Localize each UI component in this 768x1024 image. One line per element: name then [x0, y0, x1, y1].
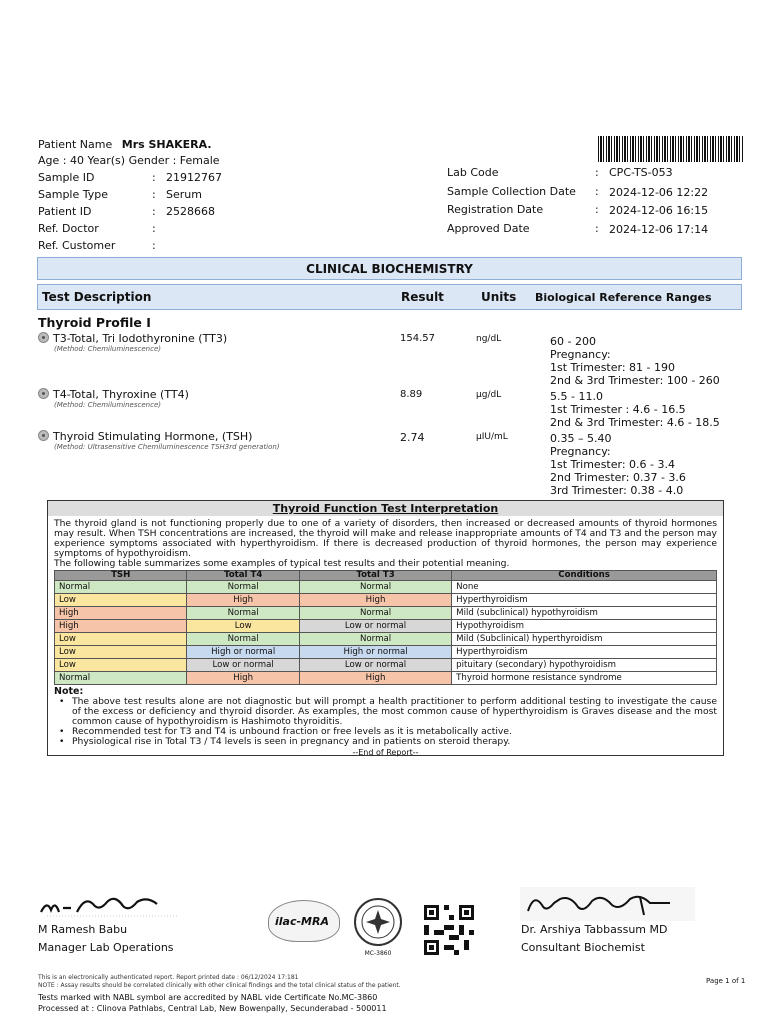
- test-method: (Method: Ultrasensitive Chemiluminescence TSH3rd generation): [54, 443, 280, 451]
- cell-cond: Hyperthyroidism: [452, 646, 717, 659]
- range-line: 5.5 - 11.0: [550, 390, 603, 403]
- cell-t4: High: [187, 672, 300, 685]
- lab-fields: [447, 166, 747, 240]
- test-method: (Method: Chemiluminescence): [54, 345, 161, 353]
- field-value: CPC-TS-053: [609, 166, 673, 179]
- footer-nabl: Tests marked with NABL symbol are accredited by NABL vide Certificate No.MC-3860: [38, 993, 378, 1002]
- patient-name-row: [38, 138, 212, 151]
- cell-t4: Low: [187, 620, 300, 633]
- cell-t3: High or normal: [299, 646, 451, 659]
- test-unit: µIU/mL: [476, 432, 508, 442]
- patient-field-sample-type: Sample Type : Serum: [38, 188, 202, 201]
- header-test: Test Description: [42, 290, 152, 304]
- test-name: T3-Total, Tri Iodothyronine (TT3): [53, 332, 228, 345]
- note-title: Note:: [54, 686, 84, 697]
- patient-field-patient-id: Patient ID : 2528668: [38, 205, 215, 218]
- results-header: [37, 284, 742, 310]
- cell-cond: Hypothyroidism: [452, 620, 717, 633]
- header-ranges: Biological Reference Ranges: [535, 291, 712, 304]
- test-result: 2.74: [400, 431, 425, 444]
- field-label: Registration Date: [447, 203, 544, 216]
- range-line: 3rd Trimester: 0.38 - 4.0: [550, 484, 684, 497]
- field-label: Sample Collection Date: [447, 184, 576, 198]
- lab-field-registration-date: Registration Date : 2024-12-06 16:15: [447, 203, 709, 217]
- field-label: Sample ID: [38, 171, 95, 184]
- range-line: 2nd Trimester: 0.37 - 3.6: [550, 471, 686, 484]
- test-row: [38, 332, 227, 353]
- cell-t4: Normal: [187, 607, 300, 620]
- field-label: Sample Type: [38, 188, 109, 201]
- ilac-logo-text: ilac-MRA: [275, 915, 329, 928]
- cell-t3: High: [299, 594, 451, 607]
- field-value: 2024-12-06 16:15: [609, 204, 709, 217]
- field-label: Approved Date: [447, 221, 530, 235]
- header-result: Result: [401, 290, 444, 304]
- ilac-mra-logo: [268, 900, 340, 942]
- signature-left: [37, 890, 187, 920]
- col-header: Total T3: [299, 571, 451, 581]
- cell-tsh: High: [55, 607, 187, 620]
- cell-cond: Thyroid hormone resistance syndrome: [452, 672, 717, 685]
- range-line: 1st Trimester: 81 - 190: [550, 361, 676, 374]
- signature-right: [520, 887, 695, 921]
- interpretation-row: [55, 633, 717, 646]
- col-header: TSH: [55, 571, 187, 581]
- test-method: (Method: Chemiluminescence): [54, 401, 161, 409]
- interpretation-box: [47, 500, 724, 756]
- note-item: • The above test results alone are not diagnostic but will prompt a health practitioner to perform additional testing to investigate the cause of the excess or deficiency and thyroid disorder. As examples, the most common cause of hyperthyroidism is Graves disease and the most common cause of hypothyroidism is Hashimoto thyroiditis.: [54, 697, 717, 727]
- cell-tsh: High: [55, 620, 187, 633]
- left-signatory-name: M Ramesh Babu: [38, 923, 128, 936]
- interpretation-title: Thyroid Function Test Interpretation: [48, 501, 723, 516]
- test-ranges: [550, 335, 720, 387]
- col-header: Conditions: [452, 571, 717, 581]
- cell-tsh: Low: [55, 594, 187, 607]
- test-row: [38, 430, 280, 451]
- section-banner: CLINICAL BIOCHEMISTRY: [37, 257, 742, 280]
- nabl-mark-icon: [38, 388, 49, 399]
- test-name: T4-Total, Thyroxine (TT4): [53, 388, 189, 401]
- cell-tsh: Low: [55, 633, 187, 646]
- cell-cond: Hyperthyroidism: [452, 594, 717, 607]
- interpretation-row: [55, 607, 717, 620]
- patient-field-sample-id: Sample ID : 21912767: [38, 171, 222, 184]
- notes-list: [54, 697, 717, 747]
- footer-page: Page 1 of 1: [706, 977, 746, 985]
- field-label: Ref. Customer: [38, 239, 116, 252]
- note-item: • Recommended test for T3 and T4 is unbound fraction or free levels as it is metabolically active.: [54, 727, 717, 737]
- field-value: 2528668: [166, 205, 215, 218]
- cell-t4: High or normal: [187, 646, 300, 659]
- field-value: 2024-12-06 12:22: [609, 185, 709, 199]
- cell-t4: Normal: [187, 633, 300, 646]
- test-unit: µg/dL: [476, 390, 502, 400]
- right-signatory-name: Dr. Arshiya Tabbassum MD: [521, 923, 668, 936]
- nabl-mark-icon: [38, 430, 49, 441]
- nabl-mark-icon: [38, 332, 49, 343]
- cell-t3: Normal: [299, 633, 451, 646]
- cell-tsh: Normal: [55, 672, 187, 685]
- col-header: Total T4: [187, 571, 300, 581]
- patient-field-ref-doctor: Ref. Doctor :: [38, 222, 156, 235]
- interpretation-intro: The following table summarizes some examples of typical test results and their potential meaning.: [54, 558, 510, 569]
- note-item: • Physiological rise in Total T3 / T4 levels is seen in pregnancy and in patients on steroid therapy.: [54, 737, 717, 747]
- field-value: Serum: [166, 188, 202, 201]
- end-of-report: --End of Report--: [352, 748, 419, 757]
- test-result: 154.57: [400, 333, 435, 344]
- cell-t3: Low or normal: [299, 659, 451, 672]
- cell-tsh: Low: [55, 659, 187, 672]
- header-units: Units: [481, 290, 517, 304]
- cell-t3: Low or normal: [299, 620, 451, 633]
- test-unit: ng/dL: [476, 334, 502, 344]
- range-line: Pregnancy:: [550, 445, 611, 458]
- footer-note: NOTE : Assay results should be correlated clinically with other clinical findings and the total clinical status of the patient.: [38, 982, 401, 989]
- field-label: Lab Code: [447, 166, 499, 179]
- field-label: Patient ID: [38, 205, 92, 218]
- interpretation-row: [55, 672, 717, 685]
- barcode: [598, 136, 744, 162]
- cell-t4: Low or normal: [187, 659, 300, 672]
- cell-cond: pituitary (secondary) hypothyroidism: [452, 659, 717, 672]
- lab-field-collection-date: Sample Collection Date : 2024-12-06 12:22: [447, 184, 709, 199]
- range-line: 1st Trimester : 4.6 - 16.5: [550, 403, 686, 416]
- range-line: 60 - 200: [550, 335, 596, 348]
- test-name: Thyroid Stimulating Hormone, (TSH): [53, 430, 253, 443]
- cell-t3: Normal: [299, 581, 451, 594]
- nabl-seal: [344, 897, 412, 955]
- patient-fields: [38, 171, 222, 256]
- patient-field-ref-customer: Ref. Customer :: [38, 239, 156, 252]
- field-value: 21912767: [166, 171, 222, 184]
- range-line: 2nd & 3rd Trimester: 4.6 - 18.5: [550, 416, 720, 429]
- cell-t4: High: [187, 594, 300, 607]
- cell-cond: Mild (subclinical) hypothyroidism: [452, 607, 717, 620]
- age-gender: Age : 40 Year(s) Gender : Female: [38, 154, 220, 167]
- cell-t3: Normal: [299, 607, 451, 620]
- interpretation-table: [54, 570, 717, 685]
- field-label: Ref. Doctor: [38, 222, 99, 235]
- interpretation-row: [55, 659, 717, 672]
- left-signatory-title: Manager Lab Operations: [38, 941, 174, 954]
- cell-cond: None: [452, 581, 717, 594]
- range-line: 2nd & 3rd Trimester: 100 - 260: [550, 374, 720, 387]
- interpretation-row: [55, 581, 717, 594]
- test-row: [38, 388, 189, 409]
- footer-printed: This is an electronically authenticated report. Report printed date : 06/12/2024 17:181: [38, 974, 299, 981]
- interpretation-paragraph: The thyroid gland is not functioning properly due to one of a variety of disorders, then increased or decreased amounts of thyroid hormones may result. When TSH concentrations are increased, the thyroid will make and release inappropriate amounts of T4 and T3 and the person may experience symptoms associated with hyperthyroidism. If there is decreased production of thyroid hormones, the person may experience symptoms of hypothyroidism.: [54, 518, 717, 559]
- cell-tsh: Normal: [55, 581, 187, 594]
- range-line: 0.35 – 5.40: [550, 432, 612, 445]
- nabl-cert-number: MC-3860: [364, 950, 392, 957]
- patient-name-value: Mrs SHAKERA.: [121, 138, 212, 151]
- footer-processed: Processed at : Clinova Pathlabs, Central Lab, New Bowenpally, Secunderabad - 500011: [38, 1004, 387, 1013]
- cell-t4: Normal: [187, 581, 300, 594]
- lab-field-approved-date: Approved Date : 2024-12-06 17:14: [447, 221, 709, 236]
- lab-field-lab-code: Lab Code : CPC-TS-053: [447, 166, 673, 179]
- cell-t3: High: [299, 672, 451, 685]
- cell-tsh: Low: [55, 646, 187, 659]
- cell-cond: Mild (Subclinical) hyperthyroidism: [452, 633, 717, 646]
- test-ranges: [550, 432, 686, 497]
- test-result: 8.89: [400, 389, 423, 400]
- range-line: Pregnancy:: [550, 348, 611, 361]
- patient-name-label: Patient Name: [38, 138, 113, 151]
- interpretation-row: [55, 620, 717, 633]
- interpretation-row: [55, 646, 717, 659]
- field-value: 2024-12-06 17:14: [609, 222, 709, 236]
- interpretation-row: [55, 594, 717, 607]
- qr-code-icon: [424, 905, 474, 955]
- test-ranges: [550, 390, 720, 429]
- nabl-seal-icon: [344, 897, 412, 947]
- right-signatory-title: Consultant Biochemist: [521, 941, 645, 954]
- profile-title: Thyroid Profile I: [38, 315, 151, 330]
- range-line: 1st Trimester: 0.6 - 3.4: [550, 458, 675, 471]
- interpretation-table-header: [55, 571, 717, 581]
